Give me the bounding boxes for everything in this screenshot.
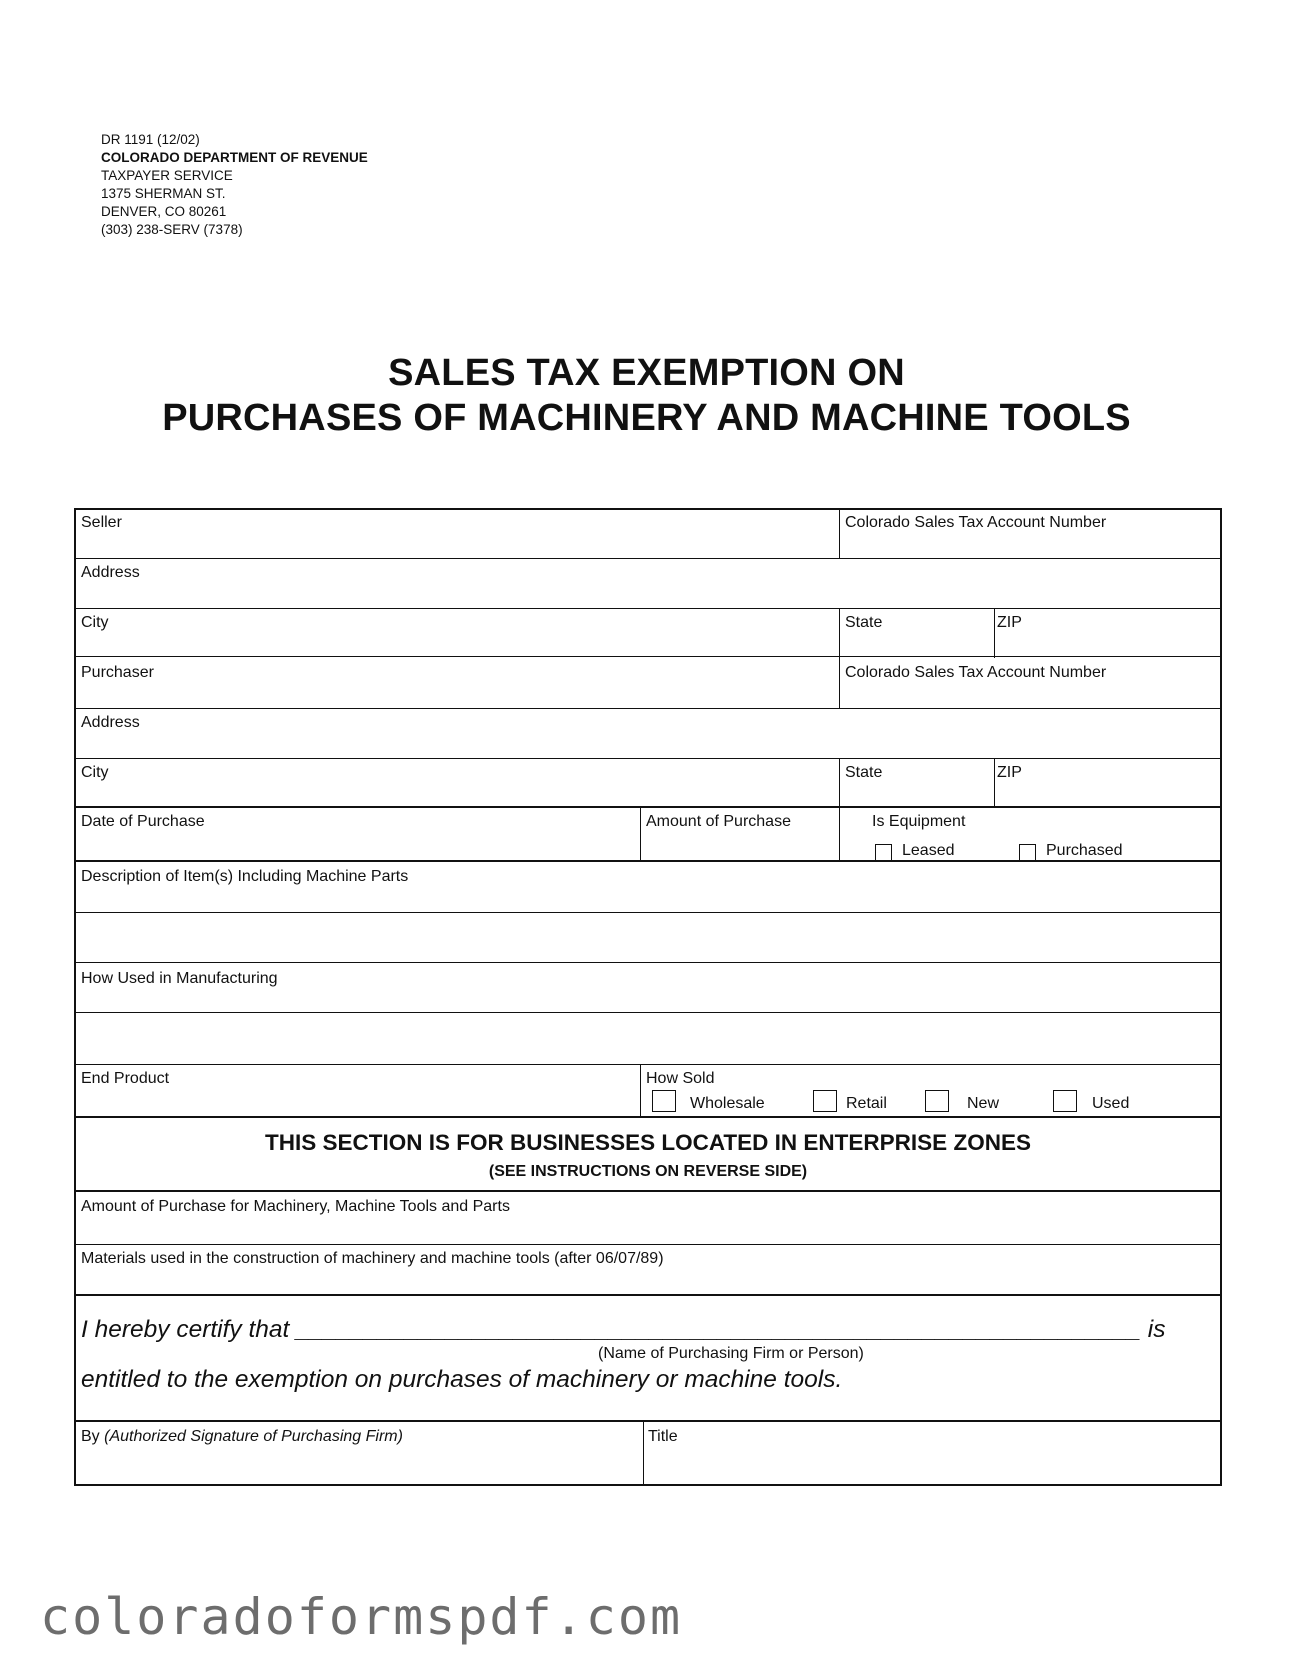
enterprise-zone-heading: THIS SECTION IS FOR BUSINESSES LOCATED IN ENTERPRISE ZONES <box>265 1130 1031 1155</box>
purchaser-zip-label: ZIP <box>997 764 1022 781</box>
wholesale-label: Wholesale <box>690 1095 765 1112</box>
form-title-line-2: PURCHASES OF MACHINERY AND MACHINE TOOLS <box>162 397 1131 439</box>
new-checkbox[interactable] <box>925 1090 949 1112</box>
used-label: Used <box>1092 1095 1130 1112</box>
department-header <box>101 131 368 239</box>
purchaser-state-label: State <box>845 764 883 781</box>
enterprise-materials-label: Materials used in the construction of machinery and machine tools (after 06/07/89) <box>81 1250 664 1267</box>
watermark: coloradoformspdf.com <box>40 1588 683 1646</box>
purchasing-firm-caption: (Name of Purchasing Firm or Person) <box>598 1345 864 1362</box>
purchased-checkbox[interactable] <box>1019 844 1036 861</box>
form-title-line-1: SALES TAX EXEMPTION ON <box>388 352 905 394</box>
exemption-form <box>74 508 1222 1486</box>
leased-checkbox[interactable] <box>875 844 892 861</box>
signature-note: (Authorized Signature of Purchasing Firm) <box>104 1428 403 1445</box>
how-sold-label: How Sold <box>646 1070 715 1087</box>
enterprise-amount-label: Amount of Purchase for Machinery, Machine Tools and Parts <box>81 1198 510 1215</box>
seller-city-label: City <box>81 614 109 631</box>
amount-of-purchase-label: Amount of Purchase <box>646 813 791 830</box>
street-address: 1375 SHERMAN ST. <box>101 186 226 201</box>
leased-label: Leased <box>902 842 955 859</box>
retail-label: Retail <box>846 1095 887 1112</box>
seller-address-label: Address <box>81 564 140 581</box>
phone-number: (303) 238-SERV (7378) <box>101 222 243 237</box>
purchaser-label: Purchaser <box>81 664 154 681</box>
by-label: By <box>81 1428 100 1445</box>
service-name: TAXPAYER SERVICE <box>101 168 233 183</box>
signature-field <box>81 1428 403 1446</box>
title-label: Title <box>648 1428 678 1445</box>
enterprise-zone-subheading: (SEE INSTRUCTIONS ON REVERSE SIDE) <box>488 1163 808 1180</box>
purchaser-city-label: City <box>81 764 109 781</box>
retail-checkbox[interactable] <box>813 1090 837 1112</box>
seller-account-label: Colorado Sales Tax Account Number <box>845 514 1107 531</box>
wholesale-checkbox[interactable] <box>652 1090 676 1112</box>
new-label: New <box>967 1095 1000 1112</box>
how-used-label: How Used in Manufacturing <box>81 970 278 987</box>
description-label: Description of Item(s) Including Machine Parts <box>81 868 409 885</box>
purchaser-address-label: Address <box>81 714 140 731</box>
purchaser-account-label: Colorado Sales Tax Account Number <box>845 664 1107 681</box>
is-equipment-label: Is Equipment <box>872 813 966 830</box>
seller-label: Seller <box>81 514 122 531</box>
certification-statement: I hereby certify that ______________________________________________________________ is <box>81 1316 1166 1343</box>
form-id: DR 1191 (12/02) <box>101 132 200 147</box>
seller-state-label: State <box>845 614 883 631</box>
seller-zip-label: ZIP <box>997 614 1022 631</box>
purchased-label: Purchased <box>1046 842 1123 859</box>
certification-entitlement: entitled to the exemption on purchases of machinery or machine tools. <box>81 1366 843 1393</box>
end-product-label: End Product <box>81 1070 170 1087</box>
used-checkbox[interactable] <box>1053 1090 1077 1112</box>
department-name: COLORADO DEPARTMENT OF REVENUE <box>101 150 368 165</box>
city-address: DENVER, CO 80261 <box>101 204 227 219</box>
date-of-purchase-label: Date of Purchase <box>81 813 205 830</box>
